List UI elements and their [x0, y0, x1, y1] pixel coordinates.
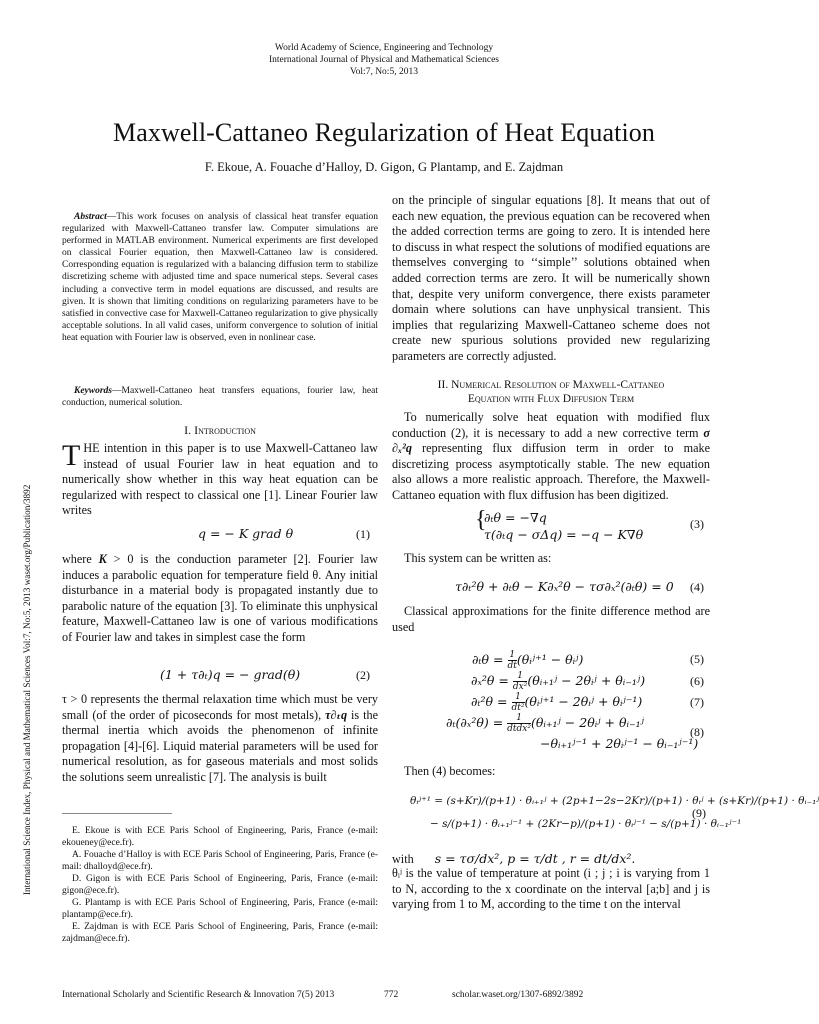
equation-8-line-1: ∂ₜ(∂ₓ²θ) = $\frac{1}{\text{dtdx²}}$ (θᵢ₊₁ʲ − 2θᵢʲ + θᵢ₋₁ʲ — [446, 713, 644, 734]
equation-5-number: (5) — [690, 652, 704, 666]
footnote-2: A. Fouache d’Halloy is with ECE Paris School of Engineering, Paris, France (e-mail: dhalloyd@ece.fr). — [62, 850, 378, 873]
equation-8-number: (8) — [690, 725, 704, 739]
intro-p2-a: where — [62, 552, 99, 566]
abstract-lead: Abstract — [74, 212, 107, 222]
intro-p3-b: is the thermal inertia which avoids the phenomenon of infinite propagation [4]-[6]. Liquid material parameters will be used for numerical resolution, as for gaseous materials and most solids the solutions seem unrealistic [7]. The analysis is built — [62, 707, 378, 784]
equation-2: (1 + τ∂ₜ)q = − grad(θ) — [160, 667, 301, 682]
thermal-inertia-symbol: τ∂ₜq — [325, 707, 348, 722]
footnote-1: E. Ekoue is with ECE Paris School of Engineering, Paris, France (e-mail: ekoueney@ece.fr). — [62, 826, 378, 849]
equation-3-number: (3) — [690, 517, 704, 531]
section-2-heading-line2: Equation with Flux Diffusion Term — [467, 393, 635, 405]
intro-paragraph-2 — [62, 552, 378, 646]
equation-8-line-2: −θᵢ₊₁ʲ⁻¹ + 2θᵢʲ⁻¹ − θᵢ₋₁ʲ⁻¹) — [540, 736, 699, 751]
equation-3-line-1: ∂ₜθ = −∇q — [484, 510, 547, 525]
journal-subtitle: International Journal of Physical and Mathematical Sciences — [268, 55, 500, 65]
intro-p1-text: HE intention in this paper is to use Maxwell-Cattaneo law instead of usual Fourier law in heat equation and to numerically show whether in this way heat equation can be regularized with respect to classical one [1]. Linear Fourier law writes — [62, 441, 378, 518]
intro-paragraph-3 — [62, 692, 378, 786]
keywords-dash: — — [112, 386, 122, 396]
right-paragraph-2: To numerically solve heat equation with modified flux conduction (2), it is necessary to add a new corrective term σ ∂ₓ²q representing flux diffusion term in order to make discretizing process asymptotically stable. The new equation also allows a more realistic approach. Therefore, the Maxwell-Cattaneo equation with flux diffusion has been digitized. — [392, 410, 710, 502]
equation-6-number: (6) — [690, 674, 704, 688]
footnote-4: G. Plantamp is with ECE Paris School of Engineering, Paris, France (e-mail: plantamp@ece.fr). — [62, 898, 378, 921]
section-2-heading — [392, 378, 710, 406]
intro-p2-b: > 0 is the conduction parameter [2]. Fourier law induces a parabolic equation for temperature field θ. Any initial disturbance in a material body is propagated instantly due to parabolic nature of the equation [3]. To eliminate this unphysical feature, Maxwell-Cattaneo law is one of various modifications of Fourier law and takes in simplest case the form — [62, 552, 378, 644]
right-paragraph-7: θᵢʲ is the value of temperature at point (i ; j ; i is varying from 1 to N, according to the x coordinate on the interval [a;b] and j is varying from 1 to M, according to the time t on the interval — [392, 866, 710, 912]
section-1-number: I. — [184, 423, 192, 437]
right-paragraph-1: on the principle of singular equations [8]. It means that out of each new equation, the previous equation can be recovered when the added correction terms are going to zero. It is intended here to discuss in what respect the solutions of modified equations are themselves converging to ‘‘simple’’ solutions obtained when added correction terms are zero. It will be numerically shown that, despite very uniform convergence, there exists parameter domain where solutions can have unphysical transient. This implies that regularizing Maxwell-Cattaneo scheme does not create new spurious solutions provided new regularizing parameters are correctly adjusted. — [392, 193, 710, 363]
keywords — [62, 385, 378, 409]
parameter-definitions: s = τσ/dx², p = τ/dt , r = dt/dx². — [434, 851, 636, 866]
equation-5: ∂ₜθ = $\frac{1}{dt}$ (θᵢʲ⁺¹ − θᵢʲ) — [472, 650, 584, 671]
equation-4-number: (4) — [690, 580, 704, 594]
equation-4: τ∂ₜ²θ + ∂ₜθ − K∂ₓ²θ − τσ∂ₓ²(∂ₜθ) = 0 — [455, 579, 674, 594]
footnote-5: E. Zajdman is with ECE Paris School of Engineering, Paris, France (e-mail: zajdman@ece.fr). — [62, 922, 378, 945]
right-paragraph-6: with s = τσ/dx², p = τ/dt , r = dt/dx². — [392, 851, 636, 866]
equation-6-fraction: $\frac{1}{\text{dx²}}$ — [512, 671, 528, 692]
section-2-heading-line1: II. Numerical Resolution of Maxwell-Cattaneo — [437, 379, 665, 391]
equation-8-fraction: $\frac{1}{\text{dtdx²}}$ — [507, 713, 531, 734]
equation-6: ∂ₓ²θ = $\frac{1}{\text{dx²}}$ (θᵢ₊₁ʲ − 2θᵢʲ + θᵢ₋₁ʲ) — [471, 671, 646, 692]
drop-cap: T — [62, 439, 81, 472]
keywords-text: Maxwell-Cattaneo heat transfers equations, fourier law, heat conduction, numerical solution. — [62, 386, 378, 409]
footer-page-number: 772 — [384, 990, 399, 1000]
equation-3-brace: { — [475, 507, 487, 533]
equation-7-fraction: $\frac{1}{\text{dt²}}$ — [511, 692, 525, 713]
journal-volume: Vol:7, No:5, 2013 — [350, 67, 418, 77]
footer-url: scholar.waset.org/1307-6892/3892 — [452, 990, 584, 1000]
intro-p3-a: τ > 0 represents the thermal relaxation time which must be very small (of the order of picoseconds for most metals), — [62, 692, 378, 722]
flux-diffusion-term: σ ∂ₓ²q — [392, 425, 710, 456]
abstract-text: This work focuses on analysis of classical heat transfer equation regularized with Maxwell-Cattaneo transfer law. Computer simulations are performed in MATLAB environment. Numerical experiments are first developed on classical Fourier equation, then Maxwell-Cattaneo law is considered. Corresponding equation is regularized with a balancing diffusion term to stabilize discretizing scheme with adjusted time and space numerical steps. Several cases including a convective term in model equations are discussed, and results are given. It is shown that limiting conditions on regularizing parameters have to be satisfied in convective case for Maxwell-Cattaneo regularization to give physically acceptable solutions. In all valid cases, uniform convergence to solution of initial heat equation with Fourier law is observed, even in nonlinear case. — [62, 212, 378, 343]
paper-authors: F. Ekoue, A. Fouache d’Halloy, D. Gigon, G Plantamp, and E. Zajdman — [204, 160, 564, 174]
footnote-3: D. Gigon is with ECE Paris School of Engineering, Paris, France (e-mail: gigon@ece.fr). — [62, 874, 378, 897]
footer-publisher: International Scholarly and Scientific Research & Innovation 7(5) 2013 — [62, 990, 335, 1000]
side-index-text: International Science Index, Physical and Mathematical Sciences Vol:7, No:5, 2013 waset.org/Publication/3892 — [22, 484, 32, 895]
conduction-symbol: K — [98, 552, 107, 566]
equation-1-number: (1) — [356, 527, 370, 541]
equation-9-line-1: θᵢʲ⁺¹ = (s+Kr)/(p+1) · θᵢ₊₁ʲ + (2p+1−2s−2Kr)/(p+1) · θᵢʲ + (s+Kr)/(p+1) · θᵢ₋₁ʲ — [410, 795, 819, 807]
equation-1: q = − K grad θ — [198, 526, 294, 541]
equation-7-number: (7) — [690, 695, 704, 709]
section-1-heading — [62, 423, 378, 438]
right-paragraph-5: Then (4) becomes: — [404, 764, 496, 778]
keywords-lead: Keywords — [74, 386, 112, 396]
paper-title: Maxwell-Cattaneo Regularization of Heat Equation — [113, 118, 655, 147]
intro-paragraph-1 — [62, 441, 378, 519]
equation-7: ∂ₜ²θ = $\frac{1}{\text{dt²}}$ (θᵢʲ⁺¹ − 2θᵢʲ + θᵢʲ⁻¹) — [471, 692, 643, 713]
journal-name: World Academy of Science, Engineering and Technology — [274, 43, 494, 53]
equation-3-line-2: τ(∂ₜq − σΔq) = −q − K∇θ — [484, 527, 644, 542]
equation-9-number: (9) — [692, 806, 706, 820]
abstract — [62, 211, 378, 344]
equation-2-number: (2) — [356, 668, 370, 682]
section-1-title: Introduction — [194, 423, 256, 437]
abstract-dash: — — [106, 212, 117, 222]
equation-9-line-2: − s/(p+1) · θᵢ₊₁ʲ⁻¹ + (2Kr−p)/(p+1) · θᵢʲ⁻¹ − s/(p+1) · θᵢ₋₁ʲ⁻¹ — [430, 818, 742, 830]
equation-5-fraction: $\frac{1}{dt}$ — [507, 650, 517, 671]
right-paragraph-3: This system can be written as: — [404, 551, 552, 565]
footnote-rule — [62, 813, 172, 814]
right-paragraph-4: Classical approximations for the finite difference method are used — [392, 604, 710, 634]
